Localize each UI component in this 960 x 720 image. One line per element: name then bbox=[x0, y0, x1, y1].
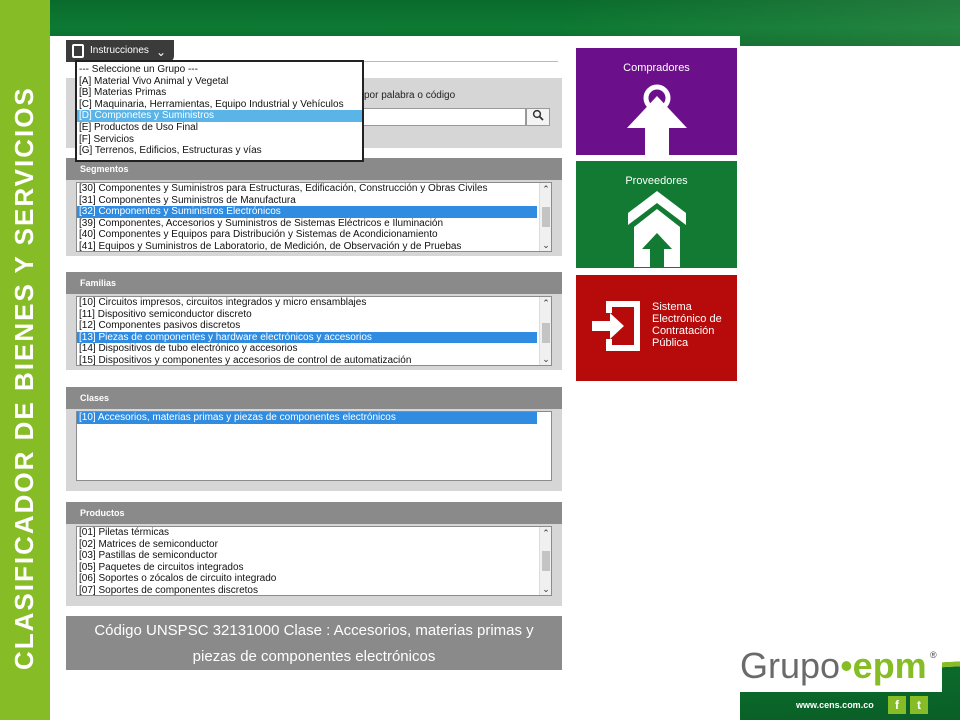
productos-items bbox=[77, 527, 537, 596]
list-item[interactable]: [40] Componentes y Equipos para Distribución y Sistemas de Acondicionamiento bbox=[79, 229, 438, 241]
list-item[interactable]: [41] Equipos y Suministros de Laboratorio, de Medición, de Observación y de Pruebas bbox=[79, 240, 462, 252]
search-icon bbox=[532, 109, 544, 121]
compradores-label: Compradores bbox=[623, 62, 690, 74]
segmentos-items bbox=[77, 183, 537, 252]
scroll-down-icon[interactable]: ⌄ bbox=[542, 354, 550, 364]
clases-listbox[interactable] bbox=[76, 411, 552, 481]
website-link[interactable]: www.cens.com.co bbox=[796, 700, 874, 710]
unspsc-result-line-2: piezas de componentes electrónicos bbox=[192, 648, 436, 665]
search-label: por palabra o código bbox=[364, 90, 456, 101]
secop-tile[interactable] bbox=[576, 275, 737, 381]
list-item[interactable]: [02] Matrices de semiconductor bbox=[79, 538, 218, 550]
dropdown-option[interactable]: --- Seleccione un Grupo --- bbox=[79, 64, 198, 75]
dropdown-option[interactable]: [G] Terrenos, Edificios, Estructuras y vías bbox=[79, 145, 262, 157]
list-item[interactable]: [12] Componentes pasivos discretos bbox=[79, 320, 241, 332]
side-title-band bbox=[0, 0, 50, 720]
list-item[interactable]: [01] Piletas térmicas bbox=[79, 527, 170, 538]
clases-title: Clases bbox=[66, 387, 562, 409]
list-item[interactable]: [31] Componentes y Suministros de Manufactura bbox=[79, 194, 296, 206]
list-item[interactable]: [13] Piezas de componentes y hardware electrónicos y accesorios bbox=[77, 332, 537, 344]
dropdown-option[interactable]: [C] Maquinaria, Herramientas, Equipo Industrial y Vehículos bbox=[79, 98, 344, 110]
dropdown-option[interactable]: [A] Material Vivo Animal y Vegetal bbox=[79, 75, 229, 87]
list-item[interactable]: [10] Circuitos impresos, circuitos integrados y micro ensamblajes bbox=[79, 297, 367, 308]
segmentos-panel bbox=[66, 158, 562, 256]
secop-line: Contratación bbox=[652, 325, 715, 337]
segmentos-scrollbar[interactable] bbox=[539, 183, 551, 251]
chevron-down-icon: ⌄ bbox=[156, 45, 167, 59]
productos-panel bbox=[66, 502, 562, 606]
secop-line: Pública bbox=[652, 337, 689, 349]
list-item[interactable]: [07] Soportes de componentes discretos bbox=[79, 584, 258, 596]
instructions-bar bbox=[66, 40, 558, 62]
dropdown-option[interactable]: [D] Componetes y Suministros bbox=[77, 110, 362, 122]
scroll-thumb[interactable] bbox=[542, 323, 550, 343]
productos-listbox[interactable] bbox=[76, 526, 552, 596]
clipboard-icon bbox=[72, 44, 84, 58]
list-item[interactable]: [32] Componentes y Suministros Electrónicos bbox=[77, 206, 537, 218]
unspsc-result bbox=[66, 616, 562, 670]
secop-line: Sistema bbox=[652, 301, 692, 313]
list-item[interactable]: [39] Componentes, Accesorios y Suministros de Sistemas Eléctricos e Iluminación bbox=[79, 217, 444, 229]
dropdown-option[interactable]: [E] Productos de Uso Final bbox=[79, 121, 198, 133]
scroll-down-icon[interactable]: ⌄ bbox=[542, 240, 550, 250]
logo-grupo: Grupo bbox=[740, 645, 841, 686]
productos-title: Productos bbox=[66, 502, 562, 524]
twitter-icon[interactable]: t bbox=[910, 696, 928, 714]
familias-panel bbox=[66, 272, 562, 370]
productos-scrollbar[interactable] bbox=[539, 527, 551, 595]
familias-listbox[interactable] bbox=[76, 296, 552, 366]
familias-scrollbar[interactable] bbox=[539, 297, 551, 365]
compradores-tile[interactable] bbox=[576, 48, 737, 155]
familias-items bbox=[77, 297, 537, 366]
secop-label bbox=[652, 301, 734, 349]
supplier-house-icon bbox=[628, 191, 686, 267]
dropdown-option[interactable]: [F] Servicios bbox=[79, 133, 135, 145]
list-item[interactable]: [14] Dispositivos de tubo electrónico y accesorios bbox=[79, 343, 298, 355]
list-item[interactable]: [11] Dispositivo semiconductor discreto bbox=[79, 308, 252, 320]
scroll-down-icon[interactable]: ⌄ bbox=[542, 584, 550, 594]
scroll-up-icon[interactable]: ⌃ bbox=[542, 298, 550, 308]
scroll-thumb[interactable] bbox=[542, 207, 550, 227]
scroll-up-icon[interactable]: ⌃ bbox=[542, 184, 550, 194]
list-item[interactable]: [05] Paquetes de circuitos integrados bbox=[79, 561, 244, 573]
buyer-arrow-icon bbox=[616, 78, 698, 155]
logo-dot: • bbox=[840, 645, 853, 686]
facebook-icon[interactable]: f bbox=[888, 696, 906, 714]
clases-panel bbox=[66, 387, 562, 491]
proveedores-tile[interactable] bbox=[576, 161, 737, 268]
scroll-thumb[interactable] bbox=[542, 551, 550, 571]
secop-line: Electrónico de bbox=[652, 313, 722, 325]
side-title: CLASIFICADOR DE BIENES Y SERVICIOS bbox=[9, 86, 39, 670]
clases-items bbox=[77, 412, 537, 424]
instructions-label: Instrucciones bbox=[90, 45, 149, 56]
unspsc-result-line-1: Código UNSPSC 32131000 Clase : Accesorios, materias primas y bbox=[94, 622, 534, 639]
scroll-up-icon[interactable]: ⌃ bbox=[542, 528, 550, 538]
search-input[interactable] bbox=[358, 108, 526, 126]
grupo-epm-logo bbox=[736, 644, 942, 692]
proveedores-label: Proveedores bbox=[625, 175, 688, 187]
list-item[interactable]: [10] Accesorios, materias primas y piezas de componentes electrónicos bbox=[77, 412, 537, 424]
instructions-tab[interactable] bbox=[66, 40, 174, 62]
group-dropdown[interactable] bbox=[75, 60, 364, 162]
list-item[interactable]: [30] Componentes y Suministros para Estructuras, Edificación, Construcción y Obras Civiles bbox=[79, 183, 488, 194]
familias-title: Familias bbox=[66, 272, 562, 294]
logo-epm: epm bbox=[852, 645, 927, 686]
list-item[interactable]: [15] Dispositivos y componentes y accesorios de control de automatización bbox=[79, 354, 412, 366]
login-arrow-icon bbox=[588, 297, 646, 355]
list-item[interactable]: [03] Pastillas de semiconductor bbox=[79, 550, 218, 562]
search-button[interactable] bbox=[526, 108, 550, 126]
segmentos-listbox[interactable] bbox=[76, 182, 552, 252]
bottom-white-area bbox=[50, 670, 740, 720]
segmentos-title: Segmentos bbox=[66, 158, 562, 180]
dropdown-option[interactable]: [B] Materias Primas bbox=[79, 87, 167, 99]
list-item[interactable]: [06] Soportes o zócalos de circuito integrado bbox=[79, 573, 277, 585]
registered-mark: ® bbox=[930, 650, 937, 660]
